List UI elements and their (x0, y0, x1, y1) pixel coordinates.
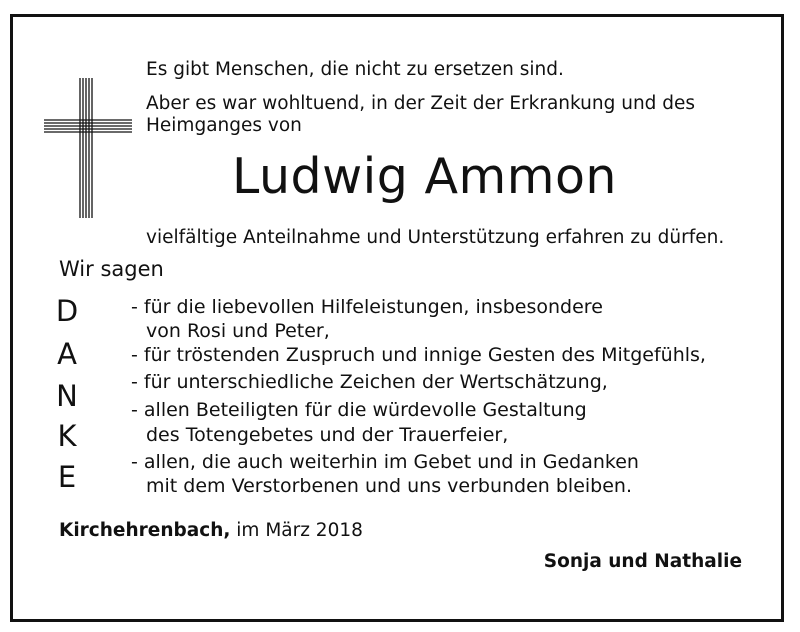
thanks-item: - allen Beteiligten für die würdevolle Gestaltung (131, 399, 587, 421)
date: im März 2018 (230, 520, 363, 541)
thanks-item-continued: mit dem Verstorbenen und uns verbunden bleiben. (146, 475, 633, 497)
thanks-item-continued: des Totengebetes und der Trauerfeier, (146, 424, 509, 446)
thanks-item: - für tröstenden Zuspruch und innige Gesten des Mitgefühls, (131, 344, 706, 366)
wir-sagen: Wir sagen (59, 257, 164, 281)
thanks-item: - allen, die auch weiterhin im Gebet und in Gedanken (131, 451, 639, 473)
thanks-item-continued: von Rosi und Peter, (146, 320, 330, 342)
deceased-name: Ludwig Ammon (232, 148, 617, 205)
thanks-item: - für unterschiedliche Zeichen der Wertschätzung, (131, 371, 608, 393)
danke-letter: D (55, 294, 79, 328)
intro-line-3: Heimganges von (146, 115, 302, 136)
place-date (59, 518, 363, 544)
thanks-item: - für die liebevollen Hilfeleistungen, insbesondere (131, 296, 603, 318)
intro-line-2: Aber es war wohltuend, in der Zeit der Erkrankung und des (146, 93, 696, 114)
signature: Sonja und Nathalie (543, 551, 742, 572)
danke-letter: A (57, 337, 77, 371)
danke-letter: N (56, 379, 78, 413)
danke-letter: K (57, 419, 77, 453)
cross-icon (42, 78, 142, 218)
intro-line-1: Es gibt Menschen, die nicht zu ersetzen sind. (146, 59, 564, 80)
sympathy-line: vielfältige Anteilnahme und Unterstützung erfahren zu dürfen. (146, 227, 725, 248)
danke-letter: E (57, 460, 77, 494)
place: Kirchehrenbach, (59, 520, 231, 541)
